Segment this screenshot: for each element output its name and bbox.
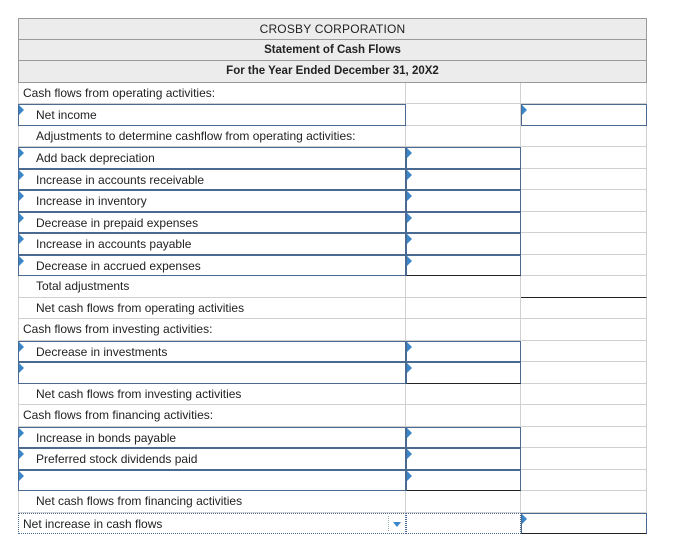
investments-label-input[interactable]: Decrease in investments <box>18 341 406 363</box>
amount-cell <box>406 384 521 406</box>
period-title: For the Year Ended December 31, 20X2 <box>18 61 647 83</box>
row-label: Total adjustments <box>18 276 406 298</box>
table-row <box>18 126 647 148</box>
amount-cell <box>406 104 521 126</box>
total-cell <box>521 427 647 449</box>
total-cell <box>521 319 647 341</box>
amount-cell <box>406 513 521 535</box>
financing-extra-label-input[interactable] <box>18 470 406 492</box>
amount-cell <box>406 276 521 298</box>
preferred-dividends-amount-input[interactable] <box>406 448 521 470</box>
company-title: CROSBY CORPORATION <box>18 18 647 40</box>
total-cell <box>521 341 647 363</box>
table-row <box>18 362 647 384</box>
accounts-receivable-label-input[interactable]: Increase in accounts receivable <box>18 169 406 191</box>
table-row <box>18 190 647 212</box>
total-cell <box>521 362 647 384</box>
table-row <box>18 212 647 234</box>
table-row <box>18 233 647 255</box>
depreciation-amount-input[interactable] <box>406 147 521 169</box>
preferred-dividends-label-input[interactable]: Preferred stock dividends paid <box>18 448 406 470</box>
net-income-amount-input[interactable] <box>521 104 647 126</box>
investments-amount-input[interactable] <box>406 341 521 363</box>
table-row <box>18 491 647 513</box>
accounts-payable-amount-input[interactable] <box>406 233 521 255</box>
total-cell <box>521 384 647 406</box>
depreciation-label-input[interactable]: Add back depreciation <box>18 147 406 169</box>
total-cell <box>521 147 647 169</box>
net-increase-amount-input[interactable] <box>521 513 647 535</box>
total-cell <box>521 126 647 148</box>
table-row <box>18 427 647 449</box>
total-cell <box>521 470 647 492</box>
total-cell <box>521 255 647 277</box>
table-row <box>18 448 647 470</box>
table-row <box>18 104 647 126</box>
accounts-payable-label-input[interactable]: Increase in accounts payable <box>18 233 406 255</box>
cash-flow-worksheet <box>18 18 647 534</box>
row-label: Cash flows from operating activities: <box>18 83 406 105</box>
select-divider <box>388 516 389 532</box>
amount-cell <box>406 405 521 427</box>
table-row <box>18 276 647 298</box>
total-cell <box>521 298 647 320</box>
inventory-label-input[interactable]: Increase in inventory <box>18 190 406 212</box>
investing-extra-amount-input[interactable] <box>406 362 521 384</box>
table-row <box>18 147 647 169</box>
net-income-label-input[interactable]: Net income <box>18 104 406 126</box>
row-label: Net cash flows from operating activities <box>18 298 406 320</box>
table-row <box>18 255 647 277</box>
table-row <box>18 169 647 191</box>
table-row <box>18 298 647 320</box>
inventory-amount-input[interactable] <box>406 190 521 212</box>
total-cell <box>521 233 647 255</box>
total-cell <box>521 212 647 234</box>
accrued-expenses-amount-input[interactable] <box>406 255 521 277</box>
table-row <box>18 470 647 492</box>
row-label: Cash flows from financing activities: <box>18 405 406 427</box>
row-label: Adjustments to determine cashflow from operating activities: <box>18 126 406 148</box>
table-row <box>18 319 647 341</box>
table-row <box>18 83 647 105</box>
accounts-receivable-amount-input[interactable] <box>406 169 521 191</box>
row-label: Net cash flows from investing activities <box>18 384 406 406</box>
amount-cell <box>406 83 521 105</box>
table-row <box>18 384 647 406</box>
table-row <box>18 405 647 427</box>
total-cell <box>521 448 647 470</box>
bonds-payable-amount-input[interactable] <box>406 427 521 449</box>
row-label: Net cash flows from financing activities <box>18 491 406 513</box>
total-cell <box>521 405 647 427</box>
bonds-payable-label-input[interactable]: Increase in bonds payable <box>18 427 406 449</box>
table-row <box>18 513 647 535</box>
amount-cell <box>406 491 521 513</box>
prepaid-expenses-amount-input[interactable] <box>406 212 521 234</box>
total-adjustments-cell <box>521 276 647 298</box>
amount-cell <box>406 126 521 148</box>
financing-extra-amount-input[interactable] <box>406 470 521 492</box>
net-increase-select[interactable] <box>18 513 406 535</box>
net-increase-select-value: Net increase in cash flows <box>23 516 163 531</box>
row-label: Cash flows from investing activities: <box>18 319 406 341</box>
total-cell <box>521 83 647 105</box>
investing-extra-label-input[interactable] <box>18 362 406 384</box>
amount-cell <box>406 319 521 341</box>
accrued-expenses-label-input[interactable]: Decrease in accrued expenses <box>18 255 406 277</box>
total-cell <box>521 491 647 513</box>
statement-title: Statement of Cash Flows <box>18 40 647 62</box>
total-cell <box>521 190 647 212</box>
table-row <box>18 341 647 363</box>
prepaid-expenses-label-input[interactable]: Decrease in prepaid expenses <box>18 212 406 234</box>
chevron-down-icon[interactable] <box>393 522 401 527</box>
total-cell <box>521 169 647 191</box>
amount-cell <box>406 298 521 320</box>
